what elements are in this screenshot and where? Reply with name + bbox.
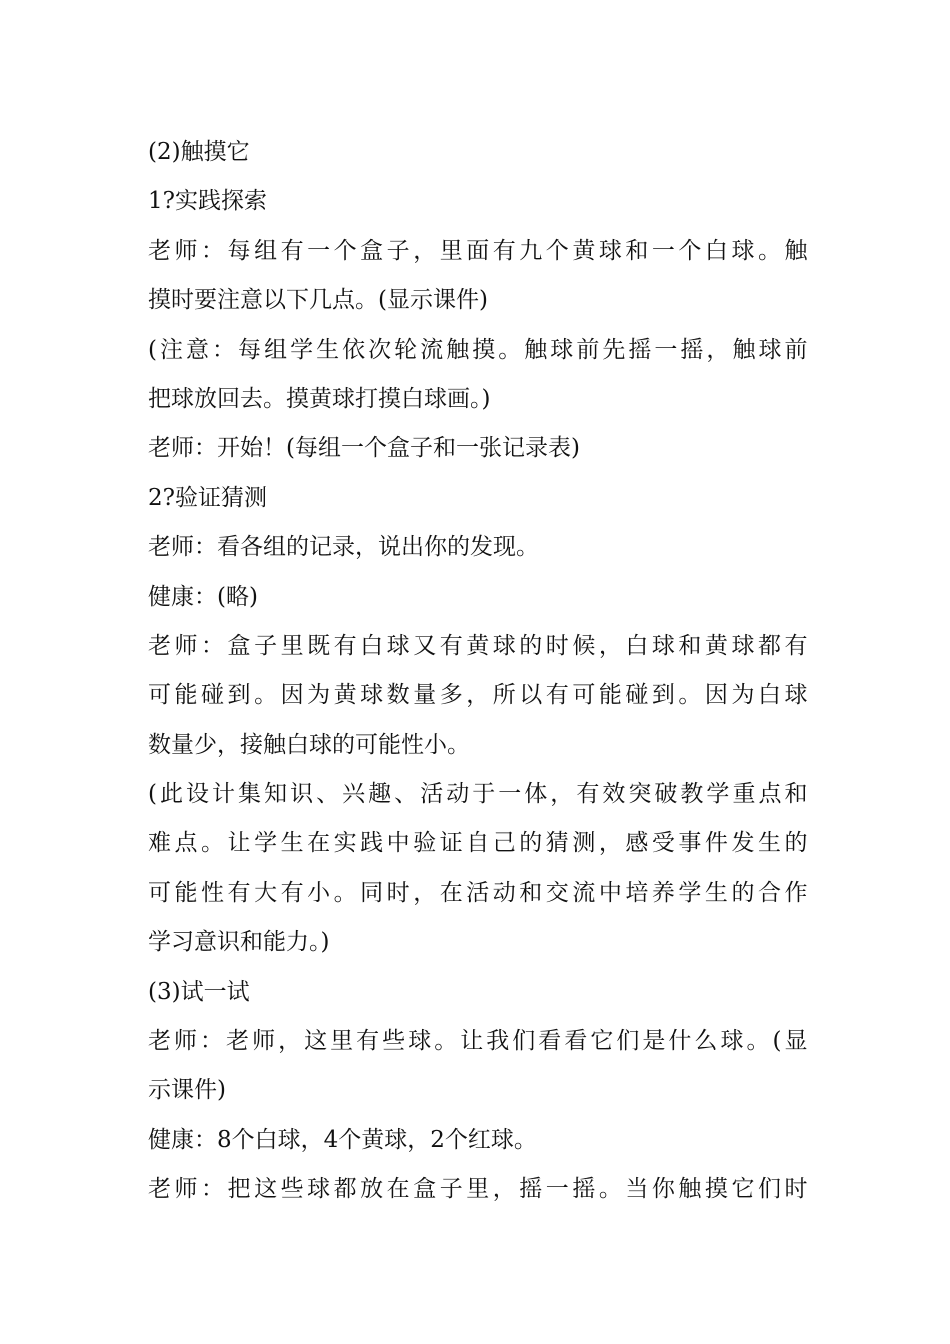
document-body (148, 128, 808, 1215)
paragraph-line: 学习意识和能力。) (148, 929, 330, 956)
paragraph-line: 难点。让学生在实践中验证自己的猜测，感受事件发生的 (148, 830, 808, 857)
paragraph-line: (注意：每组学生依次轮流触摸。触球前先摇一摇，触球前 (148, 336, 808, 363)
paragraph-line: 可能碰到。因为黄球数量多，所以有可能碰到。因为白球 (148, 682, 808, 709)
subheading-practice-explore: 1?实践探索 (148, 188, 267, 215)
paragraph-line: 老师：看各组的记录，说出你的发现。 (148, 534, 539, 561)
section-heading-try-it: (3)试一试 (148, 978, 250, 1005)
paragraph-line: 老师：开始！(每组一个盒子和一张记录表) (148, 435, 580, 462)
paragraph-line: 示课件) (148, 1077, 226, 1104)
section-heading-touch-it: (2)触摸它 (148, 139, 250, 165)
paragraph-line: 把球放回去。摸黄球打摸白球画。) (148, 385, 491, 412)
paragraph-line: 老师：盒子里既有白球又有黄球的时候，白球和黄球都有 (148, 632, 808, 659)
paragraph-line: 老师：老师，这里有些球。让我们看看它们是什么球。(显 (148, 1028, 808, 1055)
paragraph-line: 健康：(略) (148, 583, 258, 610)
paragraph-line: 可能性有大有小。同时，在活动和交流中培养学生的合作 (148, 879, 808, 906)
paragraph-line: 数量少，接触白球的可能性小。 (148, 731, 470, 758)
paragraph-line: 健康：8个白球，4个黄球，2个红球。 (148, 1126, 537, 1153)
paragraph-line: 老师：把这些球都放在盒子里，摇一摇。当你触摸它们时 (148, 1176, 808, 1203)
paragraph-line: (此设计集知识、兴趣、活动于一体，有效突破教学重点和 (148, 781, 808, 808)
paragraph-line: 摸时要注意以下几点。(显示课件) (148, 287, 488, 314)
subheading-verify-guess: 2?验证猜测 (148, 484, 267, 511)
paragraph-line: 老师：每组有一个盒子，里面有九个黄球和一个白球。触 (148, 237, 808, 264)
